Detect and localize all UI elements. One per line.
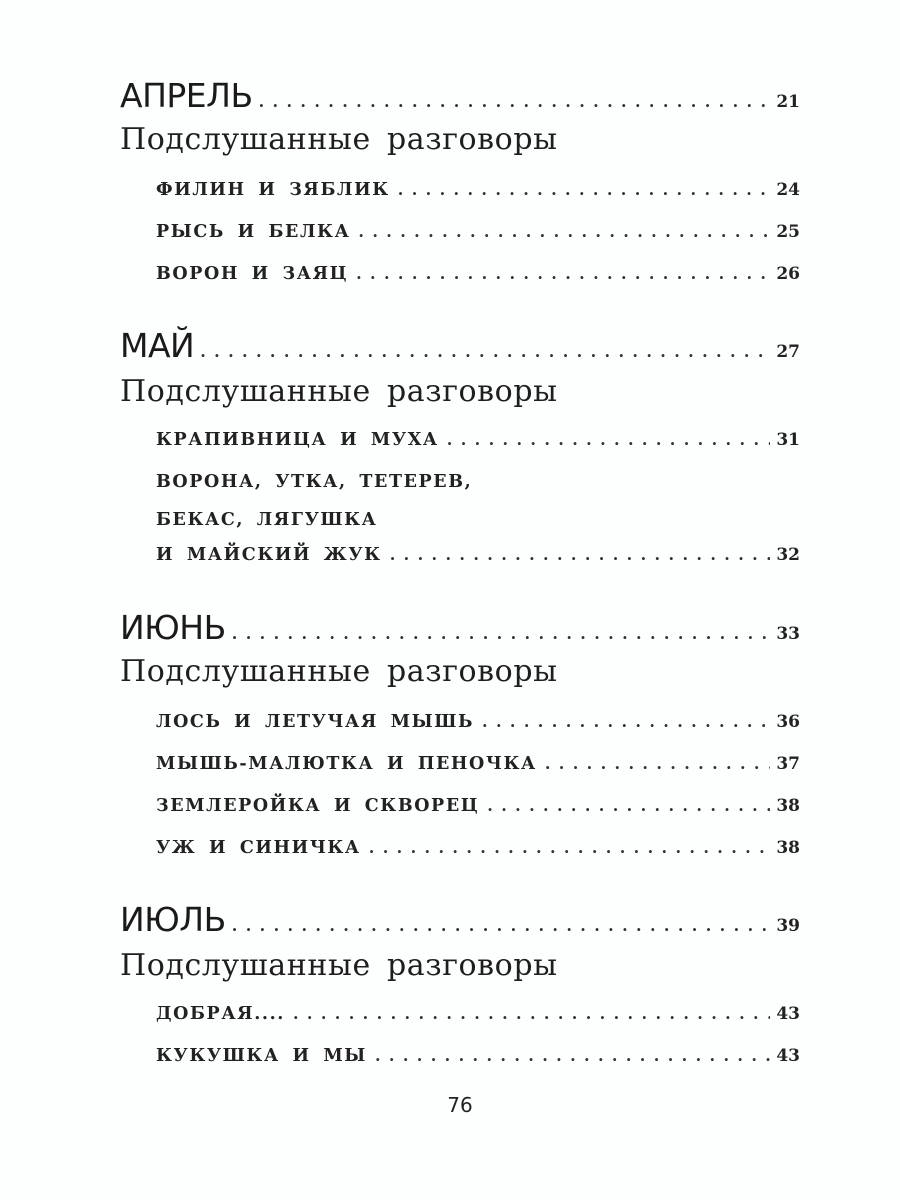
toc-month-july bbox=[120, 900, 800, 939]
dot-leader bbox=[390, 545, 771, 564]
dot-leader bbox=[293, 1004, 770, 1023]
dot-leader bbox=[447, 430, 771, 449]
section-subheading: Подслушанные разговоры bbox=[120, 654, 558, 689]
entry-title: КУКУШКА И МЫ bbox=[156, 1046, 367, 1066]
section-subheading: Подслушанные разговоры bbox=[120, 948, 558, 983]
toc-entry bbox=[156, 1046, 800, 1066]
dot-leader bbox=[487, 796, 770, 815]
section-subheading: Подслушанные разговоры bbox=[120, 122, 558, 157]
page-number: 76 bbox=[447, 1093, 473, 1117]
month-title: АПРЕЛЬ bbox=[120, 76, 253, 115]
page-ref: 43 bbox=[776, 1046, 800, 1066]
dot-leader bbox=[545, 754, 771, 773]
toc-entry bbox=[156, 712, 800, 732]
dot-leader bbox=[482, 712, 770, 731]
entry-title: ВОРОН И ЗАЯЦ bbox=[156, 264, 349, 284]
toc-entry bbox=[156, 430, 800, 450]
section-subheading: Подслушанные разговоры bbox=[120, 374, 558, 409]
month-title: ИЮЛЬ bbox=[120, 900, 226, 939]
toc-month-may bbox=[120, 326, 800, 365]
toc-entry bbox=[156, 180, 800, 200]
toc-month-april bbox=[120, 76, 800, 115]
entry-title: МЫШЬ-МАЛЮТКА И ПЕНОЧКА bbox=[156, 754, 537, 774]
entry-title: РЫСЬ И БЕЛКА bbox=[156, 222, 351, 242]
dot-leader bbox=[356, 264, 770, 283]
page-ref: 43 bbox=[776, 1004, 800, 1024]
page-ref: 38 bbox=[776, 796, 800, 816]
toc-entry bbox=[156, 264, 800, 284]
entry-title-line: БЕКАС, ЛЯГУШКА bbox=[156, 510, 378, 530]
page-ref: 37 bbox=[776, 754, 800, 774]
page-ref: 36 bbox=[776, 712, 800, 732]
page-ref: 27 bbox=[776, 342, 800, 362]
page-ref: 26 bbox=[776, 264, 800, 284]
dot-leader bbox=[259, 92, 771, 111]
entry-title-line: ВОРОНА, УТКА, ТЕТЕРЕВ, bbox=[156, 472, 473, 492]
entry-title: И МАЙСКИЙ ЖУК bbox=[156, 545, 382, 565]
toc-entry bbox=[156, 1004, 800, 1024]
toc-entry bbox=[156, 222, 800, 242]
dot-leader bbox=[369, 838, 771, 857]
entry-title: ЗЕМЛЕРОЙКА И СКВОРЕЦ bbox=[156, 796, 480, 816]
page-ref: 25 bbox=[776, 222, 800, 242]
page-ref: 38 bbox=[776, 838, 800, 858]
dot-leader bbox=[358, 222, 770, 241]
dot-leader bbox=[232, 916, 771, 935]
entry-title: УЖ И СИНИЧКА bbox=[156, 838, 361, 858]
page-ref: 32 bbox=[776, 545, 800, 565]
toc-entry bbox=[156, 796, 800, 816]
dot-leader bbox=[200, 342, 770, 361]
page-ref: 33 bbox=[776, 624, 800, 644]
toc-entry bbox=[156, 545, 800, 565]
dot-leader bbox=[232, 624, 771, 643]
dot-leader bbox=[375, 1046, 770, 1065]
page-ref: 39 bbox=[776, 916, 800, 936]
dot-leader bbox=[398, 180, 771, 199]
toc-entry bbox=[156, 838, 800, 858]
month-title: ИЮНЬ bbox=[120, 608, 226, 647]
page-ref: 24 bbox=[776, 180, 800, 200]
entry-title: ДОБРАЯ.... bbox=[156, 1004, 285, 1024]
toc-month-june bbox=[120, 608, 800, 647]
page-ref: 31 bbox=[776, 430, 800, 450]
entry-title: ФИЛИН И ЗЯБЛИК bbox=[156, 180, 390, 200]
month-title: МАЙ bbox=[120, 326, 195, 365]
entry-title: ЛОСЬ И ЛЕТУЧАЯ МЫШЬ bbox=[156, 712, 475, 732]
toc-entry bbox=[156, 754, 800, 774]
page-ref: 21 bbox=[776, 92, 800, 112]
entry-title: КРАПИВНИЦА И МУХА bbox=[156, 430, 439, 450]
